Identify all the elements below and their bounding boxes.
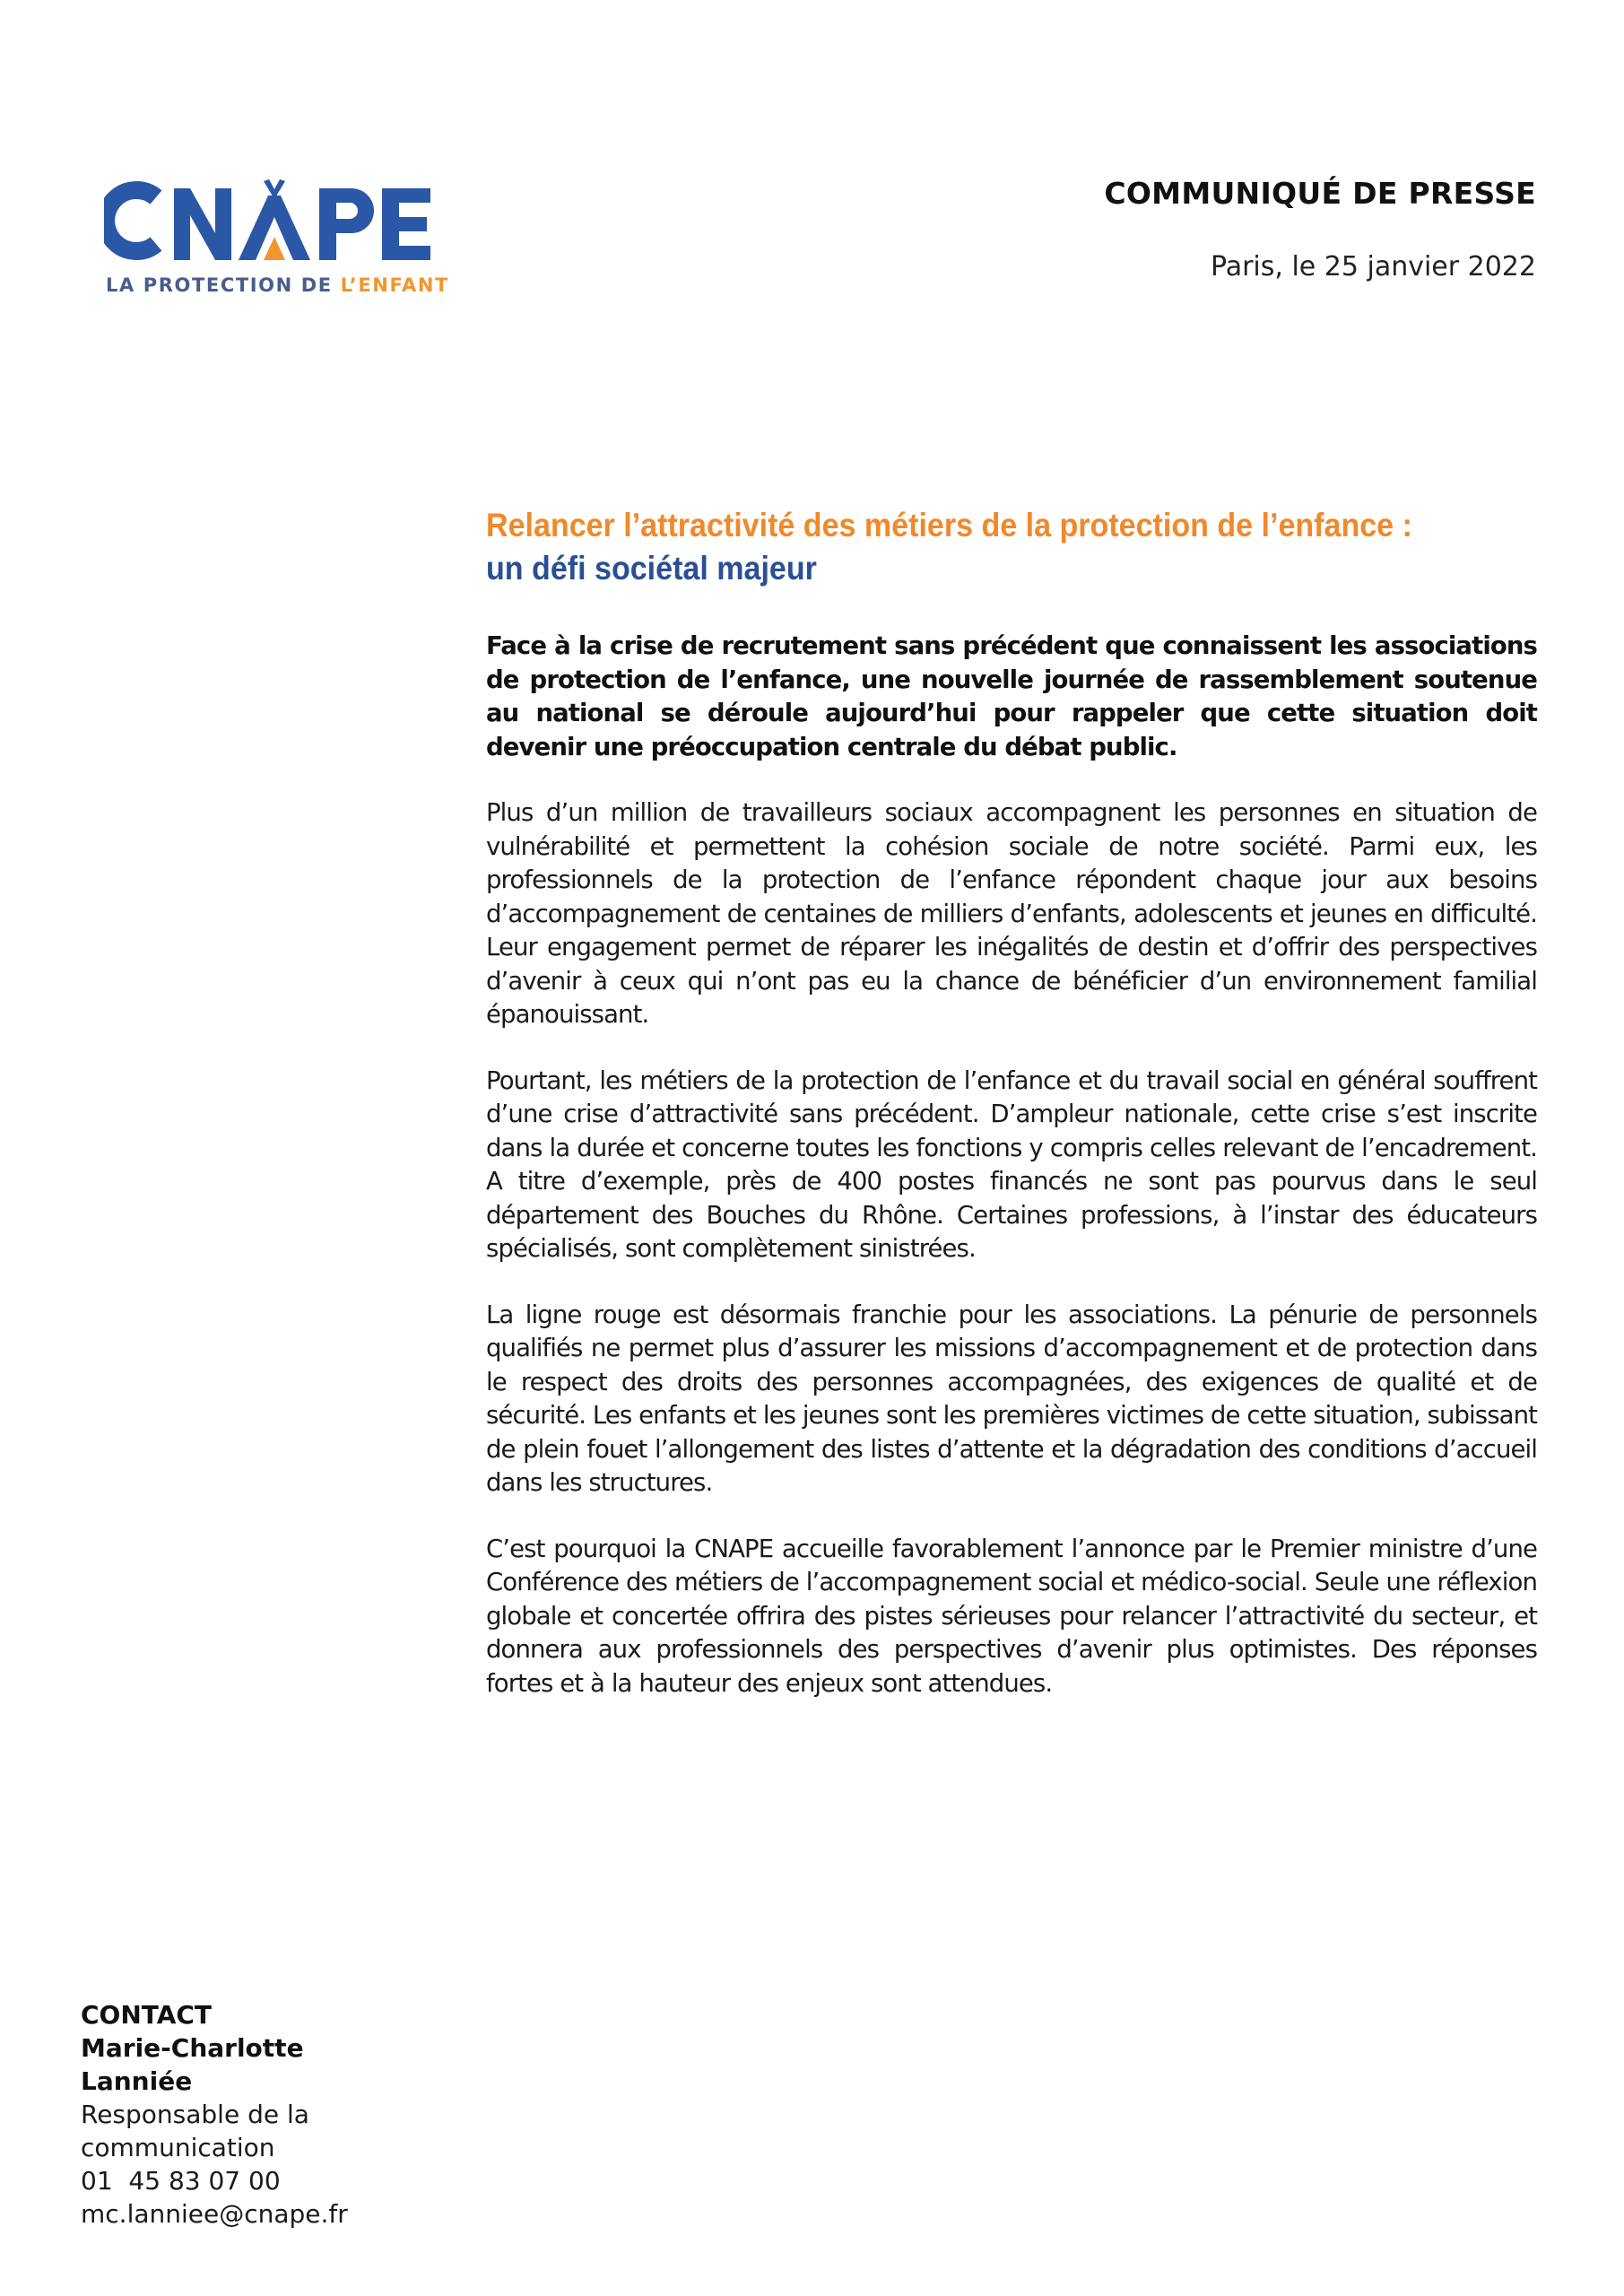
contact-name-first: Marie-Charlotte <box>81 2033 304 2063</box>
body-paragraph-4: C’est pourquoi la CNAPE accueille favorablement l’annonce par le Premier ministre d’une Conférence des métiers de l’accompagnement social et médico-social. Seule une réflexion globale et concertée offrira des pistes sérieuses pour relancer l’attractivité du secteur, et donnera aux professionnels des perspectives d’avenir plus optimistes. Des réponses fortes et à la hauteur des enjeux sont attendues. <box>486 1534 1537 1698</box>
contact-role-line1: Responsable de la <box>81 2100 309 2129</box>
article-title-line1: Relancer l’attractivité des métiers de la protection de l’enfance : <box>486 507 1412 544</box>
cnape-logo <box>104 178 449 303</box>
logo-tagline <box>106 274 449 296</box>
cnape-wordmark-logo <box>104 178 436 267</box>
contact-heading: CONTACT <box>81 2000 213 2030</box>
body-paragraph-1: Plus d’un million de travailleurs sociaux accompagnent les personnes en situation de vulnérabilité et permettent la cohésion sociale de notre société. Parmi eux, les professionnels de la protection de l’enfance répondent chaque jour aux besoins d’accompagnement de centaines de milliers d’enfants, adolescents et jeunes en difficulté. Leur engagement permet de réparer les inégalités de destin et d’offrir des perspectives d’avenir à ceux qui n’ont pas eu la chance de bénéficier d’un environnement familial épanouissant. <box>486 798 1537 1029</box>
contact-role-line2: communication <box>81 2133 275 2162</box>
document-type-heading: COMMUNIQUÉ DE PRESSE <box>1104 176 1536 211</box>
logo-tagline-main: LA PROTECTION DE <box>106 274 341 296</box>
logo-tagline-accent: L’ENFANT <box>340 274 449 296</box>
contact-name-last: Lanniée <box>81 2066 193 2096</box>
body-paragraph-3: La ligne rouge est désormais franchie pour les associations. La pénurie de personnels qualifiés ne permet plus d’assurer les missions d’accompagnement et de protection dans le respect des droits des personnes accompagnées, des exigences de qualité et de sécurité. Les enfants et les jeunes sont les premières victimes de cette situation, subissant de plein fouet l’allongement des listes d’attente et la dégradation des conditions d’accueil dans les structures. <box>486 1300 1537 1497</box>
contact-block <box>81 1998 386 2231</box>
lead-paragraph: Face à la crise de recrutement sans précédent que connaissent les associations de protection de l’enfance, une nouvelle journée de rassemblement soutenue au national se déroule aujourd’hui pour rappeler que cette situation doit devenir une préoccupation centrale du débat public. <box>486 631 1537 761</box>
date-line: Paris, le 25 janvier 2022 <box>1210 251 1536 283</box>
article-body <box>486 504 1537 1726</box>
body-paragraph-2: Pourtant, les métiers de la protection de l’enfance et du travail social en général souffrent d’une crise d’attractivité sans précédent. D’ampleur nationale, cette crise s’est inscrite dans la durée et concerne toutes les fonctions y compris celles relevant de l’encadrement. A titre d’exemple, près de 400 postes financés ne sont pas pourvus dans le seul département des Bouches du Rhône. Certaines professions, à l’instar des éducateurs spécialisés, sont complètement sinistrées. <box>486 1065 1537 1263</box>
contact-phone: 01 45 83 07 00 <box>81 2166 281 2196</box>
article-title-line2: un défi sociétal majeur <box>486 550 817 587</box>
contact-email-link[interactable]: mc.lanniee@cnape.fr <box>81 2199 348 2229</box>
